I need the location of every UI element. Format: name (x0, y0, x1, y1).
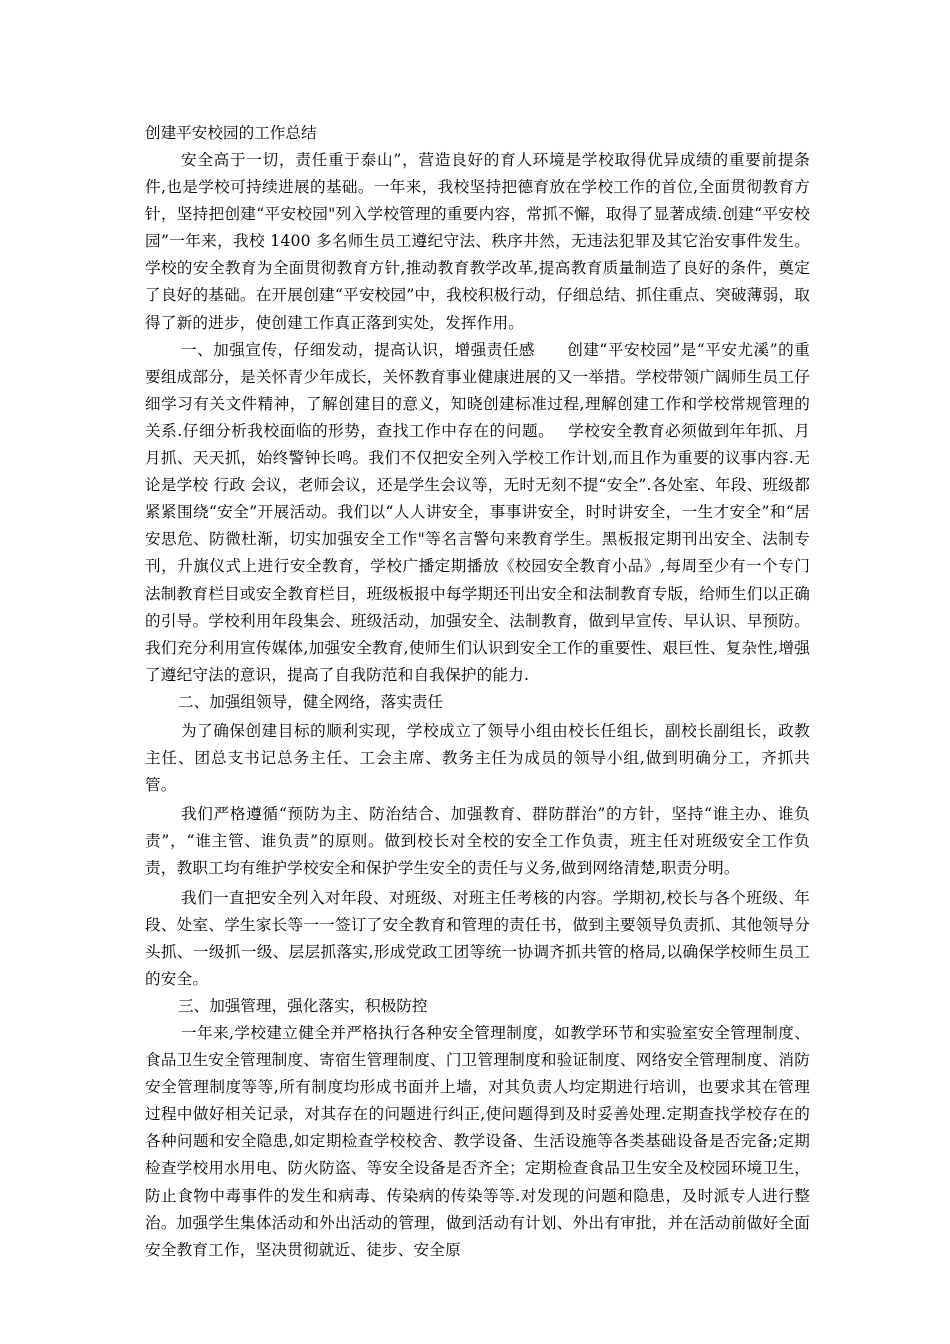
section-1-paragraph: 一、加强宣传，仔细发动，提高认识，增强责任感 创建“平安校园”是“平安尤溪”的重要组成部分，是关怀青少年成长，关怀教育事业健康进展的又一举措。学校带领广阔师生员工仔细学习有关文件精神，了解创建目的意义，知晓创建标准过程,理解创建工作和学校常规管理的关系.仔细分析我校面临的形势，查找工作中存在的问题。 学校安全教育必须做到年年抓、月月抓、天天抓，始终警钟长鸣。我们不仅把安全列入学校工作计划,而且作为重要的议事内容.无论是学校 行政 会议，老师会议，还是学生会议等，无时无刻不提“安全”.各处室、年段、班级都紧紧围绕“安全”开展活动。我们以“人人讲安全，事事讲安全，时时讲安全，一生才安全”和“居安思危、防微杜渐，切实加强安全工作"等名言警句来教育学生。黑板报定期刊出安全、法制专刊，升旗仪式上进行安全教育，学校广播定期播放《校园安全教育小品》,每周至少有一个专门法制教育栏目或安全教育栏目，班级板报中每学期还刊出安全和法制教育专版，给师生们以正确的引导。学校利用年段集会、班级活动，加强安全、法制教育，做到早宣传、早认识、早预防。我们充分利用宣传媒体,加强安全教育,使师生们认识到安全工作的重要性、艰巨性、复杂性,增强了遵纪守法的意识，提高了自我防范和自我保护的能力. (145, 340, 810, 684)
document-page (145, 120, 810, 1264)
section-2-heading: 二、加强组领导，健全网络，落实责任 (178, 692, 444, 711)
document-title: 创建平安校园的工作总结 (145, 124, 317, 142)
intro-paragraph: 安全高于一切，责任重于泰山”，营造良好的育人环境是学校取得优异成绩的重要前提条件,也是学校可持续进展的基础。一年来，我校坚持把德育放在学校工作的首位,全面贯彻教育方针，坚持把创建“平安校园"列入学校管理的重要内容，常抓不懈，取得了显著成绩.创建“平安校园”一年来，我校 1400 多名师生员工遵纪守法、秩序井然，无违法犯罪及其它治安事件发生。学校的安全教育为全面贯彻教育方针,推动教育教学改革,提高教育质量制造了良好的条件，奠定了良好的基础。在开展创建“平安校园”中，我校积极行动，仔细总结、抓住重点、突破薄弱，取得了新的进步，使创建工作真正落到实处，发挥作用。 (145, 151, 810, 332)
section-2-paragraph-3: 我们一直把安全列入对年段、对班级、对班主任考核的内容。学期初,校长与各个班级、年段、处室、学生家长等一一签订了安全教育和管理的责任书，做到主要领导负责抓、其他领导分头抓、一级抓一级、层层抓落实,形成党政工团等统一协调齐抓共管的格局,以确保学校师生员工的安全。 (145, 888, 810, 988)
section-3-heading: 三、加强管理，强化落实，积极防控 (178, 996, 428, 1015)
section-2-paragraph-1: 为了确保创建目标的顺利实现，学校成立了领导小组由校长任组长，副校长副组长，政教主任、团总支书记总务主任、工会主席、教务主任为成员的领导小组,做到明确分工，齐抓共管。 (145, 721, 810, 795)
section-2-paragraph-2: 我们严格遵循“预防为主、防治结合、加强教育、群防群治”的方针，坚持“谁主办、谁负责”，“谁主管、谁负责”的原则。做到校长对全校的安全工作负责，班主任对班级安全工作负责，教职工均有维护学校安全和保护学生安全的责任与义务,做到网络清楚,职责分明。 (145, 805, 810, 878)
section-3-paragraph-1: 一年来,学校建立健全并严格执行各种安全管理制度，如教学环节和实验室安全管理制度、食品卫生安全管理制度、寄宿生管理制度、门卫管理制度和验证制度、网络安全管理制度、消防安全管理制度等等,所有制度均形成书面并上墙，对其负责人均定期进行培训，也要求其在管理过程中做好相关记录，对其存在的问题进行纠正,使问题得到及时妥善处理.定期查找学校存在的各种问题和安全隐患,如定期检查学校校舍、教学设备、生活设施等各类基础设备是否完备;定期检查学校用水用电、防火防盗、等安全设备是否齐全；定期检查食品卫生安全及校园环境卫生，防止食物中毒事件的发生和病毒、传染病的传染等等.对发现的问题和隐患，及时派专人进行整治。加强学生集体活动和外出活动的管理，做到活动有计划、外出有审批，并在活动前做好全面安全教育工作，坚决贯彻就近、徒步、安全原 (145, 1024, 810, 1259)
